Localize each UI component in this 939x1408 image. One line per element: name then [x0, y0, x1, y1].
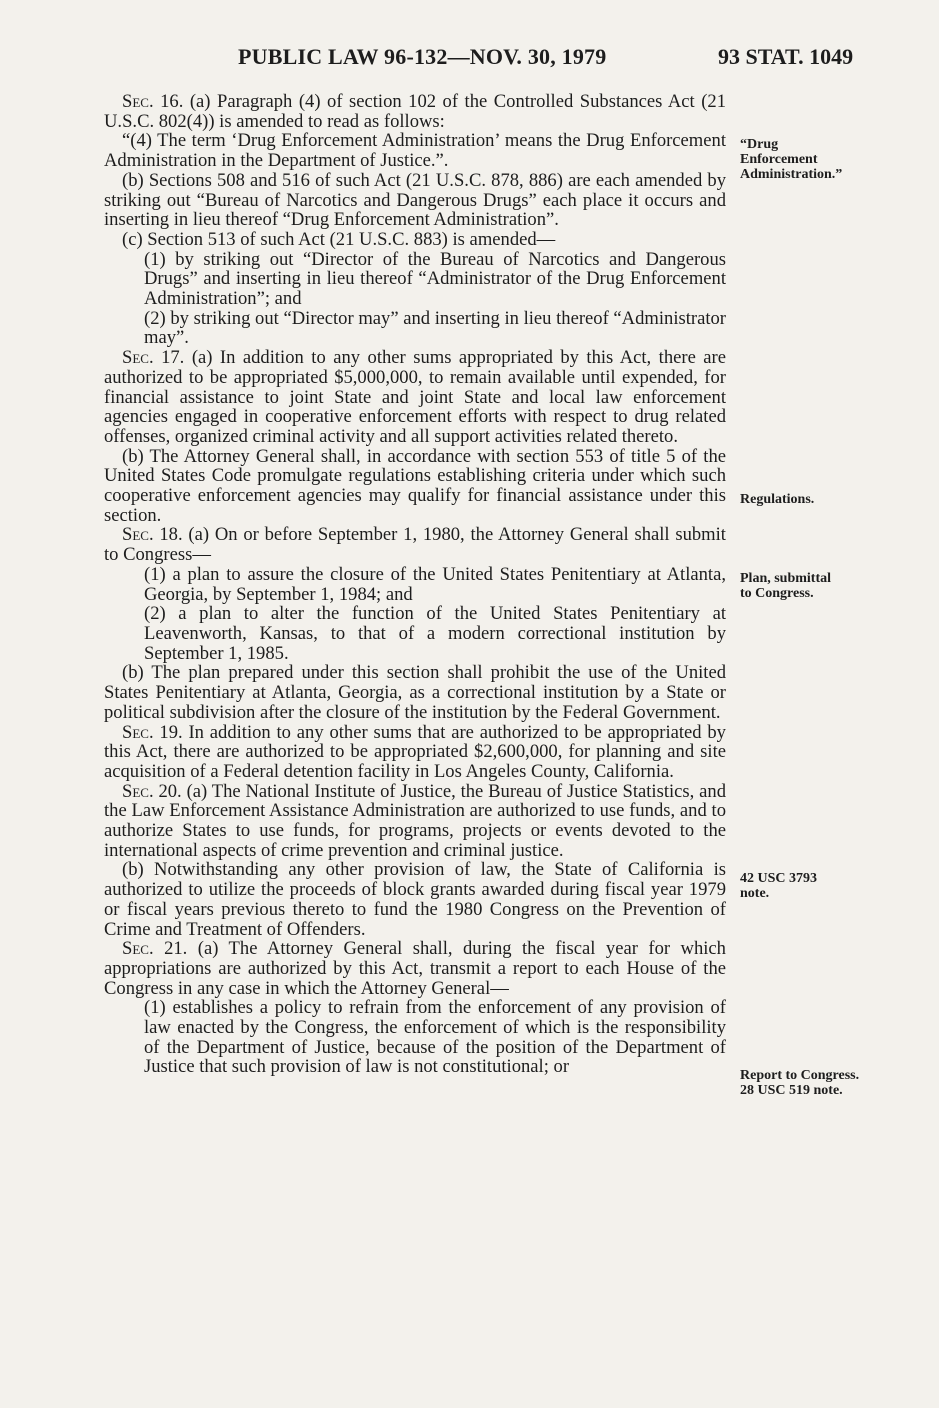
margin-note-regulations: Regulations. [740, 492, 815, 507]
margin-note-report: Report to Congress. 28 USC 519 note. [740, 1068, 860, 1098]
section-label: Sec. 17. [122, 347, 185, 369]
sec18-b: (b) The plan prepared under this section shall prohibit the use of the United States Penitentiary at Atlanta, Georgia, as a correctional institution by a State or political subdivision after the closure of the institution by the Federal Government. [104, 662, 726, 723]
sec16-b: (b) Sections 508 and 516 of such Act (21 U.S.C. 878, 886) are each amended by striking out “Bureau of Narcotics and Dangerous Drugs” each place it occurs and inserting in lieu thereof “Drug Enforcement Administration”. [104, 169, 726, 231]
sec16-c-1: (1) by striking out “Director of the Bureau of Narcotics and Dangerous Drugs” and inserting in lieu thereof “Administrator of the Drug Enforcement Administration”; and [144, 248, 726, 310]
sec17-a: Sec. 17. (a) In addition to any other sums appropriated by this Act, there are authorized to be appropriated $5,000,000, to remain available until expended, for financial assistance to joint State and joint State and local law enforcement agencies engaged in cooperative enforcement efforts with respect to drug related offenses, organized criminal activity and all support activities related thereto. [104, 347, 727, 447]
sec16-c-2: (2) by striking out “Director may” and inserting in lieu thereof “Administrator may”. [144, 307, 726, 349]
stat-page-number: 93 STAT. 1049 [718, 44, 854, 69]
section-label: Sec. 18. [122, 524, 183, 546]
margin-note-plan: Plan, submittal to Congress. [740, 571, 832, 601]
sec16-a-definition: “(4) The term ‘Drug Enforcement Administration’ means the Drug Enforcement Administration in the Department of Justice.”. [104, 130, 726, 172]
body-text [104, 92, 726, 1077]
sec21-a-1: (1) establishes a policy to refrain from the enforcement of any provision of law enacted by the Congress, the enforcement of which is the responsibility of the Department of Justice, because of the position of the Department of Justice that such provision of law is not constitutional; or [144, 997, 726, 1078]
sec16-c: (c) Section 513 of such Act (21 U.S.C. 883) is amended— [122, 228, 556, 250]
section-label: Sec. 21. [122, 938, 188, 960]
sec20-b: (b) Notwithstanding any other provision of law, the State of California is authorized to utilize the proceeds of block grants awarded during fiscal year 1979 or fiscal years previous thereto to fund the 1980 Congress on the Prevention of Crime and Treatment of Offenders. [104, 859, 726, 940]
margin-note-42usc: 42 USC 3793 note. [740, 871, 818, 901]
sec18-a-2: (2) a plan to alter the function of the United States Penitentiary at Leavenworth, Kansas, to that of a modern correctional institution by September 1, 1985. [144, 603, 726, 664]
section-label: Sec. 16. [122, 91, 184, 112]
sec20-a: Sec. 20. (a) The National Institute of Justice, the Bureau of Justice Statistics, and the Law Enforcement Assistance Administration are authorized to use funds, and to authorize States to use funds, for programs, projects or events devoted to the international aspects of crime prevention and criminal justice. [104, 780, 726, 861]
sec21-a: Sec. 21. (a) The Attorney General shall, during the fiscal year for which appropriations are authorized by this Act, transmit a report to each House of the Congress in any case in which the Attorney General— [104, 938, 726, 999]
margin-note-dea: “Drug Enforcement Administration.” [740, 137, 843, 182]
section-label: Sec. 19. [122, 721, 183, 743]
running-head-title: PUBLIC LAW 96-132—NOV. 30, 1979 [238, 44, 607, 69]
sec19: Sec. 19. In addition to any other sums that are authorized to be appropriated by this Act, there are authorized to be appropriated $2,600,000, for planning and site acquisition of a Federal detention facility in Los Angeles County, California. [104, 721, 726, 782]
section-label: Sec. 20. [122, 780, 182, 802]
page-header [0, 44, 939, 74]
sec18-a: Sec. 18. (a) On or before September 1, 1980, the Attorney General shall submit to Congress— [104, 524, 726, 566]
sec17-b: (b) The Attorney General shall, in accordance with section 553 of title 5 of the United States Code promulgate regulations establishing criteria under which such cooperative enforcement agencies may qualify for financial assistance under this section. [104, 445, 726, 526]
sec16-a: Sec. 16. (a) Paragraph (4) of section 102 of the Controlled Substances Act (21 U.S.C. 802(4)) is amended to read as follows: [104, 91, 726, 132]
sec18-a-1: (1) a plan to assure the closure of the United States Penitentiary at Atlanta, Georgia, by September 1, 1984; and [144, 563, 726, 605]
